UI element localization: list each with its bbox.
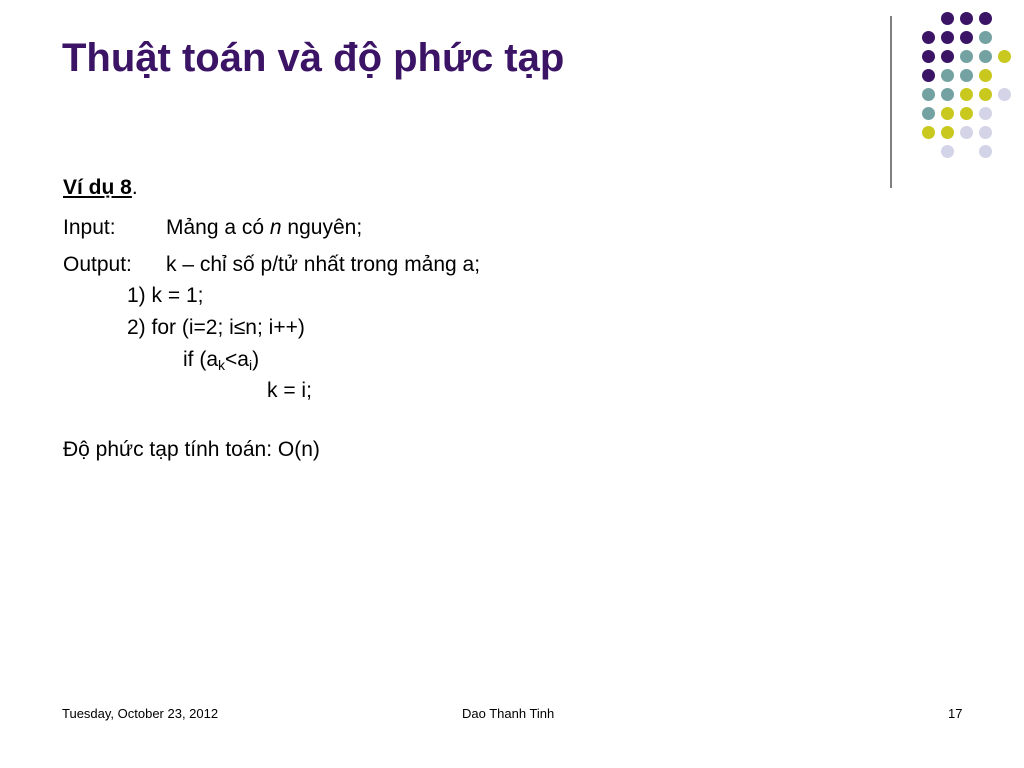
- example-heading-suffix: .: [131, 176, 138, 199]
- decorative-dot: [922, 107, 935, 120]
- decorative-dot: [922, 50, 935, 63]
- code-if-pre: if (a: [183, 348, 219, 371]
- decorative-dot: [960, 12, 973, 25]
- decorative-dot: [979, 88, 992, 101]
- code-if-sub-k: k: [218, 357, 226, 373]
- decorative-dot: [922, 31, 935, 44]
- decorative-dot: [941, 50, 954, 63]
- code-step-2: 2) for (i=2; i≤n; i++): [127, 316, 305, 339]
- footer-author: Dao Thanh Tinh: [462, 706, 555, 721]
- decorative-dot: [979, 107, 992, 120]
- input-text: [166, 212, 362, 244]
- example-heading-line: [63, 172, 138, 204]
- decorative-dot: [941, 31, 954, 44]
- decorative-divider: [890, 16, 892, 188]
- decorative-dot: [941, 88, 954, 101]
- code-step-1: 1) k = 1;: [127, 284, 204, 307]
- code-if-mid: <a: [225, 348, 249, 371]
- output-line: [63, 249, 132, 281]
- decorative-dot: [922, 69, 935, 82]
- decorative-dot: [941, 69, 954, 82]
- decorative-dot: [960, 107, 973, 120]
- footer-page-number: 17: [948, 706, 963, 721]
- input-text-italic: n: [269, 216, 282, 239]
- complexity-line: Độ phức tạp tính toán: O(n): [63, 438, 320, 461]
- output-label: Output:: [63, 253, 132, 276]
- decorative-dot: [922, 88, 935, 101]
- decorative-dot: [941, 126, 954, 139]
- footer-date: Tuesday, October 23, 2012: [62, 706, 219, 721]
- input-line: [63, 212, 116, 244]
- decorative-dot: [979, 31, 992, 44]
- decorative-dot: [941, 12, 954, 25]
- code-if-sub-i: i: [248, 357, 253, 373]
- decorative-dot: [922, 126, 935, 139]
- decorative-dot: [998, 88, 1011, 101]
- example-heading: Ví dụ 8: [63, 176, 132, 199]
- input-label: Input:: [63, 216, 116, 239]
- decorative-dot: [979, 145, 992, 158]
- decorative-dot: [979, 126, 992, 139]
- code-assign: k = i;: [267, 379, 312, 402]
- decorative-dot: [960, 69, 973, 82]
- decorative-dot: [960, 126, 973, 139]
- decorative-dot: [960, 31, 973, 44]
- slide-title: Thuật toán và độ phức tạp: [62, 36, 565, 80]
- input-text-post: nguyên;: [281, 216, 363, 239]
- decorative-dot: [941, 107, 954, 120]
- decorative-dot: [960, 50, 973, 63]
- decorative-dot: [979, 12, 992, 25]
- input-text-pre: Mảng a có: [166, 216, 270, 239]
- code-if-post: ): [252, 348, 260, 371]
- code-if: [183, 344, 259, 376]
- decorative-dot: [941, 145, 954, 158]
- decorative-dot: [979, 50, 992, 63]
- decorative-dot: [960, 88, 973, 101]
- decorative-dot: [979, 69, 992, 82]
- decorative-dot: [998, 50, 1011, 63]
- output-text: k – chỉ số p/tử nhất trong mảng a;: [166, 253, 481, 276]
